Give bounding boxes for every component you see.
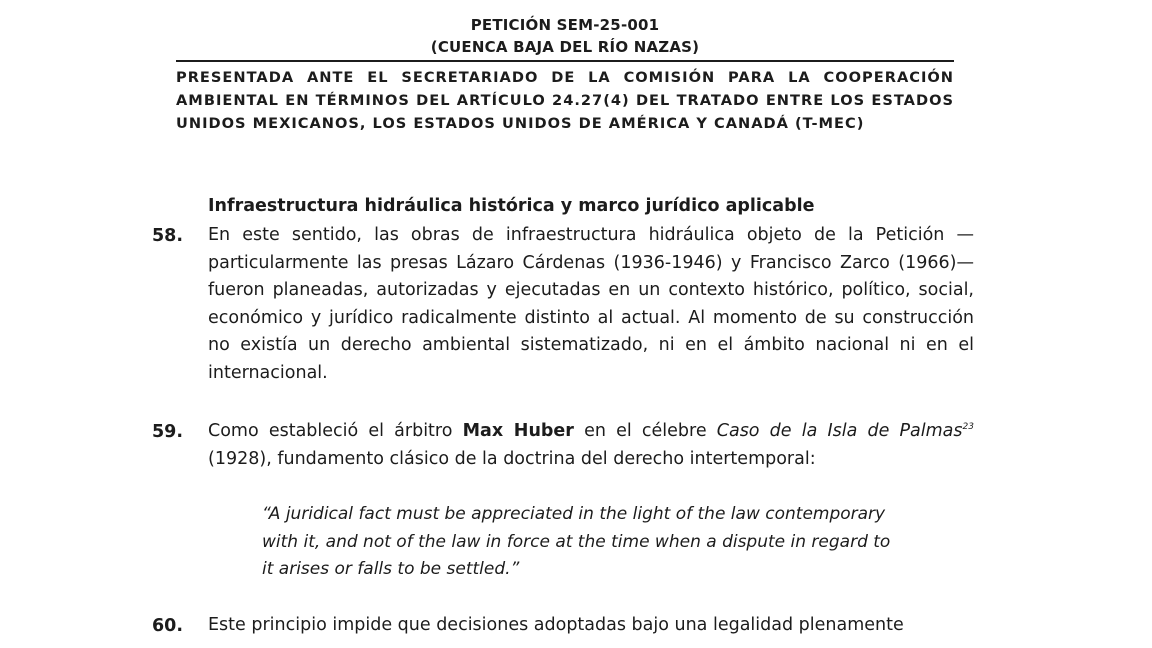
paragraph-number: 59.: [152, 422, 184, 442]
header-subtitle: PRESENTADA ANTE EL SECRETARIADO DE LA COMISIÓN PARA LA COOPERACIÓN AMBIENTAL EN TÉRMINOS DEL ARTÍCULO 24.27(4) DEL TRATADO ENTRE LOS ESTADOS UNIDOS MEXICANOS, LOS ESTADOS UNIDOS DE AMÉRICA Y CANADÁ (T-MEC): [176, 69, 954, 132]
paragraph-58: [152, 222, 974, 388]
text-mid: en el célebre: [573, 421, 717, 441]
petition-name: (CUENCA BAJA DEL RÍO NAZAS): [430, 38, 700, 56]
case-name: Caso de la Isla de Palmas: [716, 421, 963, 441]
footnote-ref[interactable]: 23: [962, 422, 974, 433]
paragraph-text: [208, 418, 974, 473]
quote-line: it arises or falls to be settled.”: [262, 559, 520, 579]
header-divider: [176, 60, 954, 62]
arbiter-name: Max Huber: [462, 421, 574, 441]
text-before-name: Como estableció el árbitro: [208, 421, 463, 441]
section-heading: Infraestructura hidráulica histórica y marco jurídico aplicable: [208, 196, 815, 216]
paragraph-text: Este principio impide que decisiones adoptadas bajo una legalidad plenamente: [208, 615, 904, 635]
paragraph-text: En este sentido, las obras de infraestructura hidráulica objeto de la Petición —particularmente las presas Lázaro Cárdenas (1936-1946) y Francisco Zarco (1966)— fueron planeadas, autorizadas y ejecutadas en un contexto histórico, político, social, económico y jurídico radicalmente distinto al actual. Al momento de su construcción no existía un derecho ambiental sistematizado, ni en el ámbito nacional ni en el internacional.: [208, 225, 974, 383]
paragraph-number: 58.: [152, 226, 184, 246]
block-quote: [262, 501, 942, 584]
document-header: [176, 14, 954, 135]
paragraph-number: 60.: [152, 616, 184, 636]
quote-line: with it, and not of the law in force at the time when a dispute in regard to: [262, 531, 891, 552]
paragraph-59: [152, 418, 974, 473]
quote-line: “A juridical fact must be appreciated in the light of the law contemporary: [262, 504, 886, 524]
petition-number: PETICIÓN SEM-25-001: [470, 16, 660, 34]
text-after: (1928), fundamento clásico de la doctrina del derecho intertemporal:: [208, 448, 816, 469]
paragraph-60: [152, 612, 974, 640]
